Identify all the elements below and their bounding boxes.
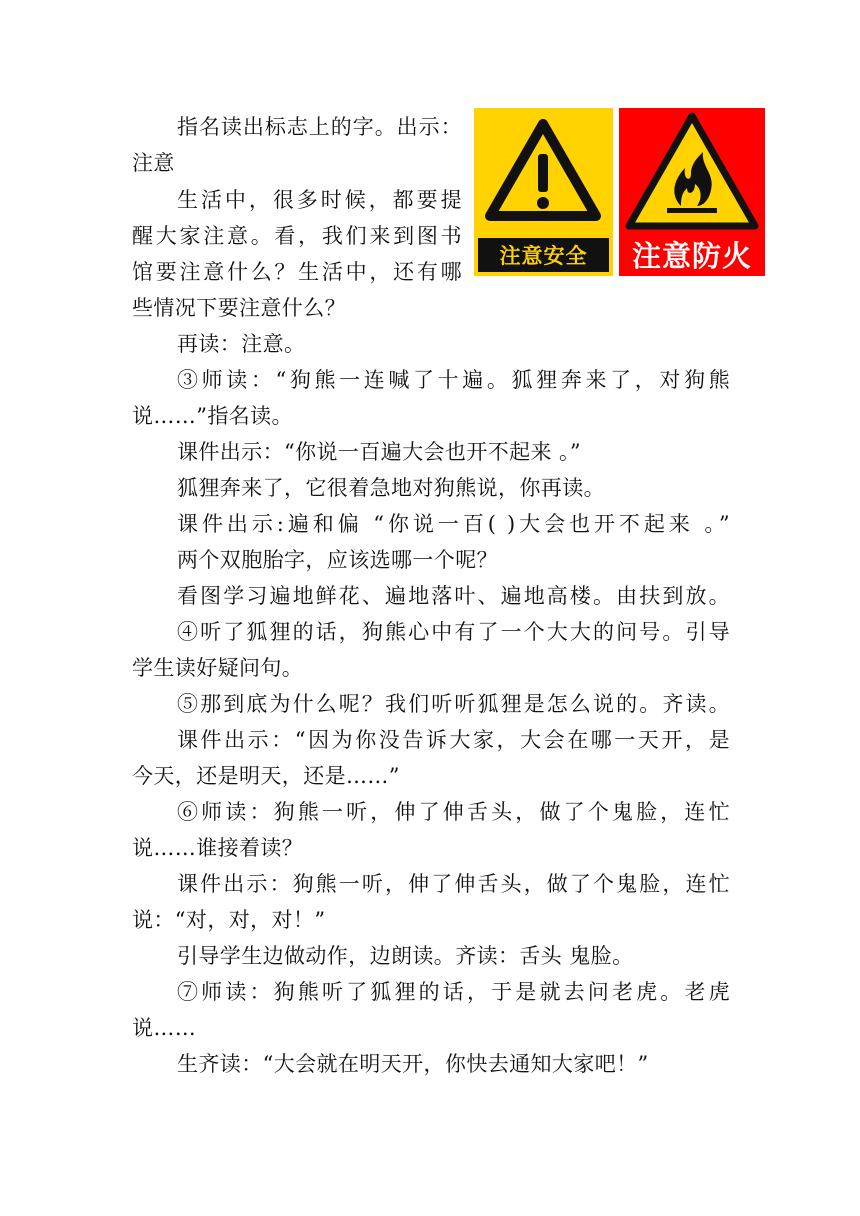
text-line: 生活中，很多时候，都要提 xyxy=(177,188,462,212)
text-line: ⑤那到底为什么呢？我们听听狐狸是怎么说的。齐读。 xyxy=(177,692,730,716)
text-line: 馆要注意什么？生活中，还有哪 xyxy=(132,260,462,284)
text-line: 课件出示:遍和偏 “你说一百( )大会也开不起来 。” xyxy=(177,512,730,536)
fire-warning-icon xyxy=(619,108,765,238)
text-line: 学生读好疑问句。 xyxy=(132,656,304,680)
text-line: 说：“对，对，对！” xyxy=(132,908,326,932)
caution-safety-label: 注意安全 xyxy=(478,238,609,272)
text-line: 说……谁接着读？ xyxy=(132,836,304,860)
text-line: 说……”指名读。 xyxy=(132,404,293,428)
text-line: 看图学习遍地鲜花、遍地落叶、遍地高楼。由扶到放。 xyxy=(177,584,730,608)
text-line: 说…… xyxy=(132,1016,197,1040)
text-line: 课件出示：“你说一百遍大会也开不起来 。” xyxy=(177,440,582,464)
text-line: 今天，还是明天，还是……” xyxy=(132,764,400,788)
text-line: 狐狸奔来了，它很着急地对狗熊说，你再读。 xyxy=(177,476,605,500)
text-line: ④听了狐狸的话，狗熊心中有了一个大大的问号。引导 xyxy=(177,620,730,644)
text-line: 指名读出标志上的字。出示： xyxy=(177,115,462,139)
text-line: ③师读：“狗熊一连喊了十遍。狐狸奔来了，对狗熊 xyxy=(177,368,730,392)
text-line: 引导学生边做动作，边朗读。齐读：舌头 鬼脸。 xyxy=(177,944,634,968)
warning-triangle-icon xyxy=(474,108,613,238)
text-line: ⑥师读：狗熊一听，伸了伸舌头，做了个鬼脸，连忙 xyxy=(177,800,730,824)
text-line: 课件出示：“因为你没告诉大家，大会在哪一天开，是 xyxy=(177,728,730,752)
text-line: 课件出示：狗熊一听，伸了伸舌头，做了个鬼脸，连忙 xyxy=(177,872,730,896)
caution-fire-label: 注意防火 xyxy=(631,238,752,273)
text-line: ⑦师读：狗熊听了狐狸的话，于是就去问老虎。老虎 xyxy=(177,980,730,1004)
text-line: 注意 xyxy=(132,151,175,175)
text-line: 生齐读：“大会就在明天开，你快去通知大家吧！” xyxy=(177,1052,649,1076)
caution-fire-sign xyxy=(619,108,765,276)
text-line: 再读：注意。 xyxy=(177,332,306,356)
text-line: 醒大家注意。看，我们来到图书 xyxy=(132,224,462,248)
caution-safety-sign xyxy=(474,108,613,276)
text-line: 两个双胞胎字，应该选哪一个呢？ xyxy=(177,548,498,572)
text-line: 些情况下要注意什么？ xyxy=(132,296,346,320)
